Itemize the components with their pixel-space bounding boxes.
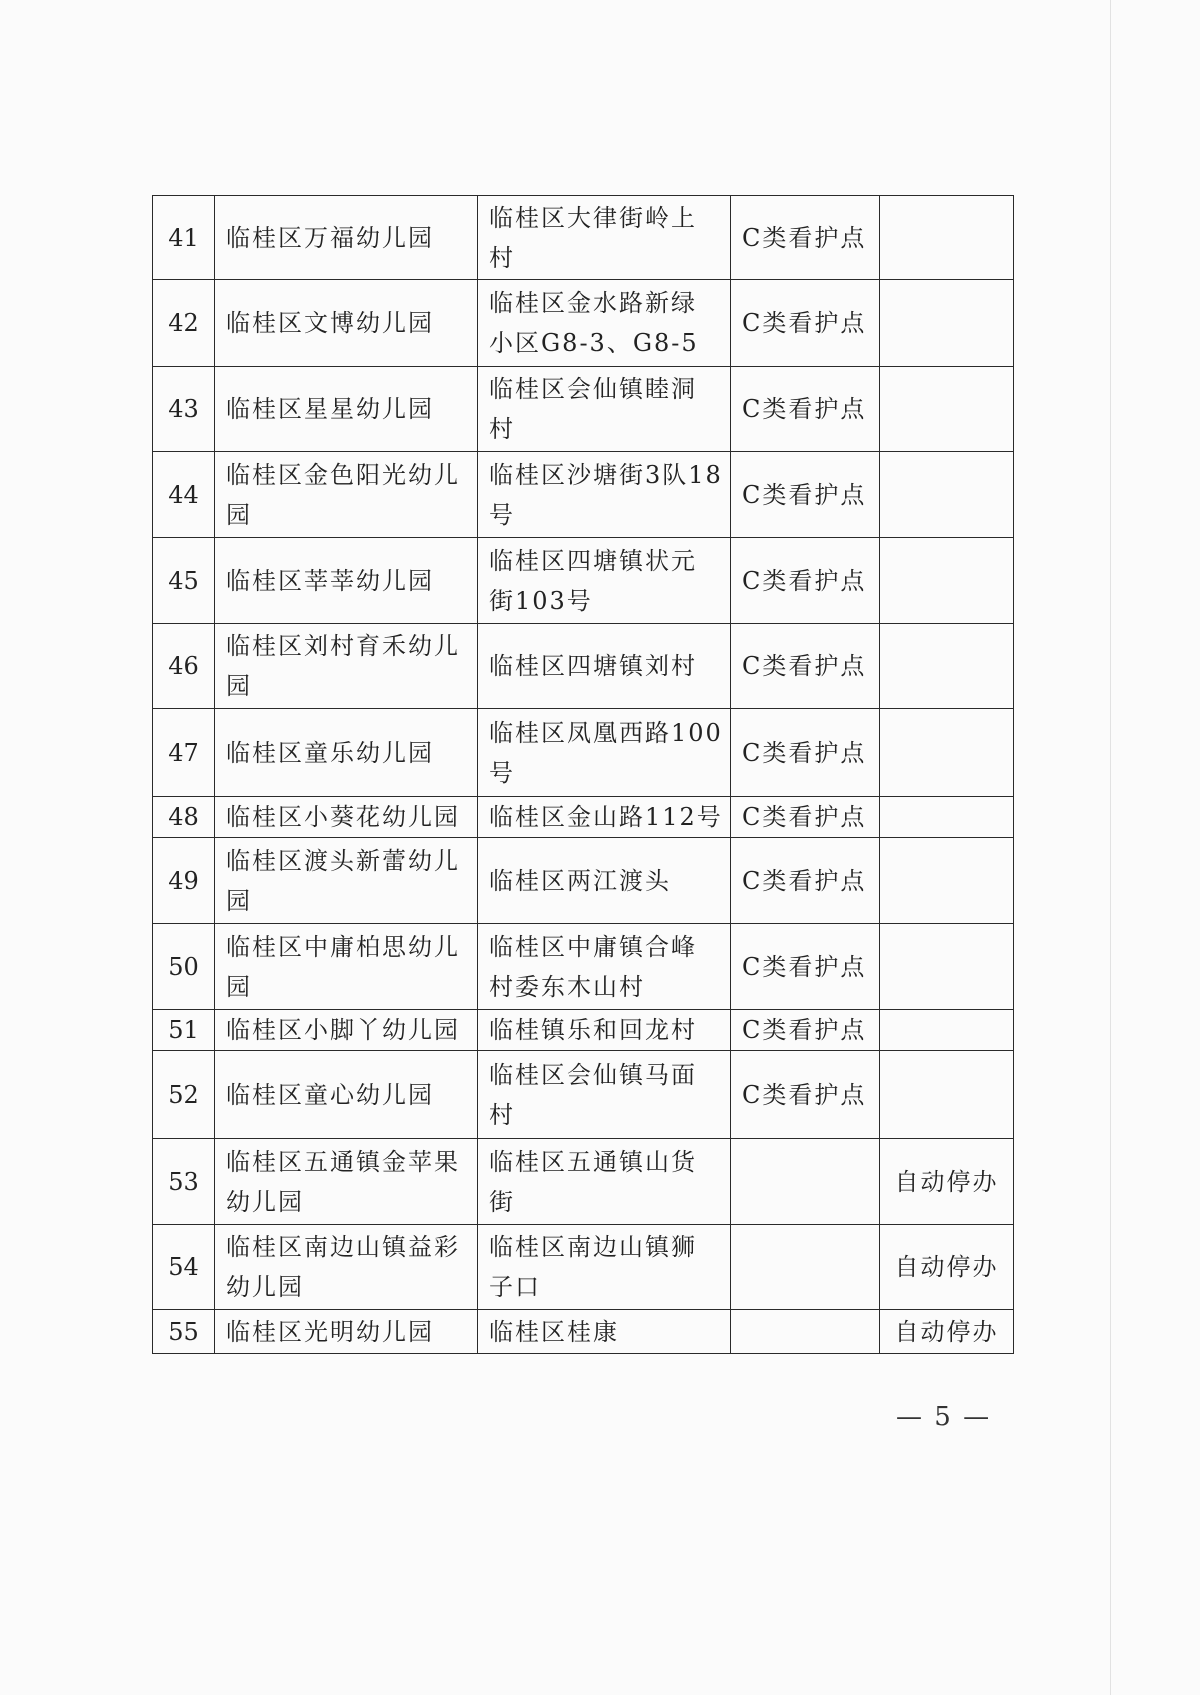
table-row	[153, 452, 1014, 538]
note-cell: 自动停办	[880, 1139, 1014, 1225]
kindergarten-name-cell: 临桂区童心幼儿园	[215, 1051, 478, 1139]
row-number-cell: 48	[153, 797, 215, 838]
row-number-cell: 47	[153, 709, 215, 797]
note-cell: 自动停办	[880, 1225, 1014, 1310]
category-cell: C类看护点	[731, 1051, 880, 1139]
row-number-cell: 44	[153, 452, 215, 538]
address-cell: 临桂区五通镇山货 街	[478, 1139, 731, 1225]
row-number-cell: 43	[153, 367, 215, 452]
address-cell: 临桂区会仙镇睦洞 村	[478, 367, 731, 452]
row-number-cell: 46	[153, 624, 215, 709]
kindergarten-name-cell: 临桂区莘莘幼儿园	[215, 538, 478, 624]
category-cell: C类看护点	[731, 797, 880, 838]
table-row	[153, 538, 1014, 624]
note-cell	[880, 924, 1014, 1010]
table-row	[153, 1139, 1014, 1225]
kindergarten-name-cell: 临桂区中庸柏思幼儿 园	[215, 924, 478, 1010]
table-row	[153, 280, 1014, 367]
table-row	[153, 1225, 1014, 1310]
note-cell	[880, 196, 1014, 280]
address-cell: 临桂区桂康	[478, 1310, 731, 1354]
kindergarten-name-cell: 临桂区小脚丫幼儿园	[215, 1010, 478, 1051]
table-row	[153, 1310, 1014, 1354]
address-cell: 临桂区金水路新绿 小区G8-3、G8-5	[478, 280, 731, 367]
category-cell: C类看护点	[731, 1010, 880, 1051]
address-cell: 临桂区南边山镇狮 子口	[478, 1225, 731, 1310]
category-cell: C类看护点	[731, 452, 880, 538]
kindergarten-name-cell: 临桂区小葵花幼儿园	[215, 797, 478, 838]
category-cell: C类看护点	[731, 538, 880, 624]
category-cell: C类看护点	[731, 280, 880, 367]
row-number-cell: 49	[153, 838, 215, 924]
note-cell	[880, 280, 1014, 367]
note-cell	[880, 797, 1014, 838]
table-row	[153, 196, 1014, 280]
kindergarten-name-cell: 临桂区渡头新蕾幼儿 园	[215, 838, 478, 924]
kindergarten-name-cell: 临桂区五通镇金苹果 幼儿园	[215, 1139, 478, 1225]
note-cell: 自动停办	[880, 1310, 1014, 1354]
category-cell: C类看护点	[731, 838, 880, 924]
table-body	[153, 196, 1014, 1354]
category-cell: C类看护点	[731, 624, 880, 709]
note-cell	[880, 538, 1014, 624]
note-cell	[880, 838, 1014, 924]
table-row	[153, 1051, 1014, 1139]
table-row	[153, 924, 1014, 1010]
table-row	[153, 367, 1014, 452]
category-cell: C类看护点	[731, 367, 880, 452]
row-number-cell: 54	[153, 1225, 215, 1310]
kindergarten-name-cell: 临桂区光明幼儿园	[215, 1310, 478, 1354]
page-edge	[1110, 0, 1111, 1695]
row-number-cell: 55	[153, 1310, 215, 1354]
note-cell	[880, 452, 1014, 538]
kindergarten-name-cell: 临桂区童乐幼儿园	[215, 709, 478, 797]
kindergarten-name-cell: 临桂区南边山镇益彩 幼儿园	[215, 1225, 478, 1310]
category-cell	[731, 1139, 880, 1225]
note-cell	[880, 1010, 1014, 1051]
note-cell	[880, 624, 1014, 709]
kindergarten-name-cell: 临桂区万福幼儿园	[215, 196, 478, 280]
address-cell: 临桂区会仙镇马面 村	[478, 1051, 731, 1139]
category-cell: C类看护点	[731, 709, 880, 797]
kindergarten-name-cell: 临桂区金色阳光幼儿 园	[215, 452, 478, 538]
table-row	[153, 838, 1014, 924]
category-cell	[731, 1225, 880, 1310]
category-cell: C类看护点	[731, 196, 880, 280]
note-cell	[880, 1051, 1014, 1139]
row-number-cell: 50	[153, 924, 215, 1010]
table-row	[153, 709, 1014, 797]
row-number-cell: 42	[153, 280, 215, 367]
row-number-cell: 41	[153, 196, 215, 280]
kindergarten-name-cell: 临桂区刘村育禾幼儿 园	[215, 624, 478, 709]
table-row	[153, 797, 1014, 838]
address-cell: 临桂区两江渡头	[478, 838, 731, 924]
kindergarten-table	[152, 195, 1014, 1354]
address-cell: 临桂区凤凰西路100 号	[478, 709, 731, 797]
address-cell: 临桂区沙塘街3队18 号	[478, 452, 731, 538]
address-cell: 临桂区四塘镇状元 街103号	[478, 538, 731, 624]
category-cell	[731, 1310, 880, 1354]
kindergarten-name-cell: 临桂区星星幼儿园	[215, 367, 478, 452]
note-cell	[880, 709, 1014, 797]
row-number-cell: 45	[153, 538, 215, 624]
kindergarten-name-cell: 临桂区文博幼儿园	[215, 280, 478, 367]
category-cell: C类看护点	[731, 924, 880, 1010]
row-number-cell: 52	[153, 1051, 215, 1139]
note-cell	[880, 367, 1014, 452]
address-cell: 临桂区中庸镇合峰 村委东木山村	[478, 924, 731, 1010]
address-cell: 临桂区大律街岭上 村	[478, 196, 731, 280]
row-number-cell: 51	[153, 1010, 215, 1051]
table-row	[153, 624, 1014, 709]
table-row	[153, 1010, 1014, 1051]
row-number-cell: 53	[153, 1139, 215, 1225]
address-cell: 临桂镇乐和回龙村	[478, 1010, 731, 1051]
address-cell: 临桂区四塘镇刘村	[478, 624, 731, 709]
page-number: — 5 —	[896, 1402, 992, 1432]
address-cell: 临桂区金山路112号	[478, 797, 731, 838]
